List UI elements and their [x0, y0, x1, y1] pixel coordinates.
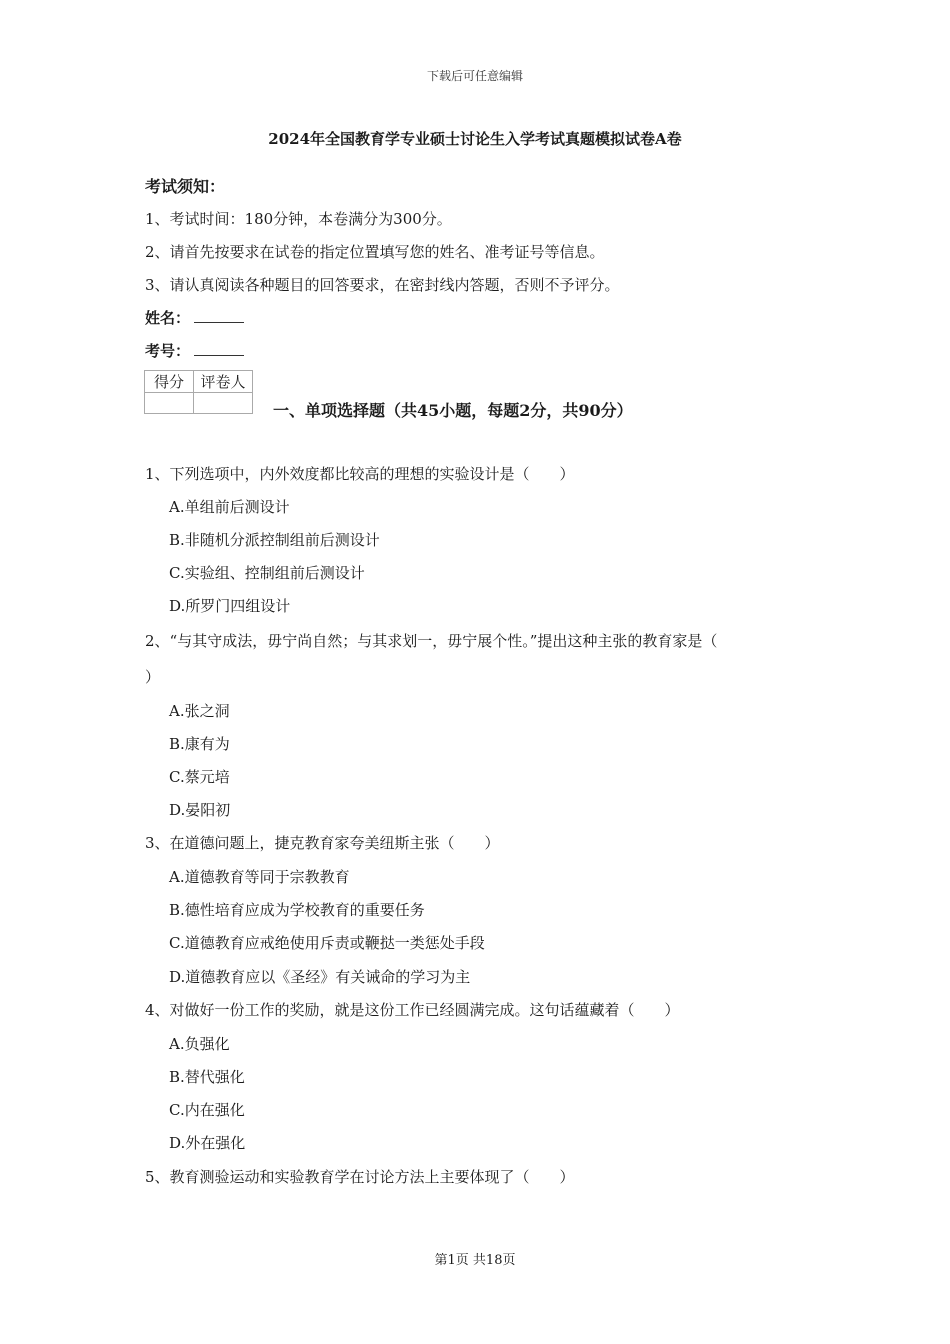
option: C.内在强化 — [169, 1101, 245, 1119]
question-text: 5、教育测验运动和实验教育学在讨论方法上主要体现了（ ） — [145, 1168, 575, 1186]
grader-cell[interactable] — [194, 393, 253, 414]
option: C.道德教育应戒绝使用斥责或鞭挞一类惩处手段 — [169, 934, 485, 952]
option: B.德性培育应成为学校教育的重要任务 — [169, 901, 425, 919]
header-note: 下载后可任意编辑 — [426, 69, 523, 83]
notice-heading: 考试须知： — [145, 177, 226, 196]
question-text: 2、“与其守成法，毋宁尚自然；与其求划一，毋宁展个性。”提出这种主张的教育家是（ — [145, 632, 718, 650]
score-cell[interactable] — [145, 393, 194, 414]
exam-number-field[interactable] — [145, 340, 244, 361]
option: A.负强化 — [169, 1035, 230, 1053]
option: A.单组前后测设计 — [169, 498, 290, 516]
question-text: 1、下列选项中，内外效度都比较高的理想的实验设计是（ ） — [145, 465, 575, 483]
option: B.康有为 — [169, 735, 230, 753]
name-blank[interactable] — [194, 308, 244, 323]
notice-item: 3、请认真阅读各种题目的回答要求，在密封线内答题，否则不予评分。 — [145, 276, 620, 294]
section-title: 一、单项选择题（共45小题，每题2分，共90分） — [273, 401, 633, 420]
question-text-cont: ） — [145, 668, 161, 686]
document-title: 2024年全国教育学专业硕士讨论生入学考试真题模拟试卷A卷 — [268, 130, 682, 148]
option: D.外在强化 — [169, 1134, 246, 1152]
grader-header: 评卷人 — [194, 371, 253, 393]
option: C.实验组、控制组前后测设计 — [169, 564, 365, 582]
question-text: 4、对做好一份工作的奖励，就是这份工作已经圆满完成。这句话蕴藏着（ ） — [145, 1001, 680, 1019]
notice-item: 1、考试时间：180分钟，本卷满分为300分。 — [145, 210, 452, 228]
exam-number-blank[interactable] — [194, 341, 244, 356]
option: B.非随机分派控制组前后测设计 — [169, 531, 380, 549]
name-field[interactable] — [145, 307, 244, 328]
score-header: 得分 — [145, 371, 194, 393]
option: D.晏阳初 — [169, 801, 231, 819]
option: D.道德教育应以《圣经》有关诫命的学习为主 — [169, 968, 471, 986]
notice-item: 2、请首先按要求在试卷的指定位置填写您的姓名、准考证号等信息。 — [145, 243, 605, 261]
option: A.张之洞 — [169, 702, 230, 720]
score-table — [144, 370, 253, 414]
option: C.蔡元培 — [169, 768, 230, 786]
exam-number-label: 考号： — [145, 342, 191, 360]
question-text: 3、在道德问题上，捷克教育家夸美纽斯主张（ ） — [145, 834, 500, 852]
name-label: 姓名： — [145, 309, 191, 327]
option: B.替代强化 — [169, 1068, 245, 1086]
option: D.所罗门四组设计 — [169, 597, 291, 615]
option: A.道德教育等同于宗教教育 — [169, 868, 350, 886]
page-footer: 第1页 共18页 — [434, 1253, 516, 1268]
